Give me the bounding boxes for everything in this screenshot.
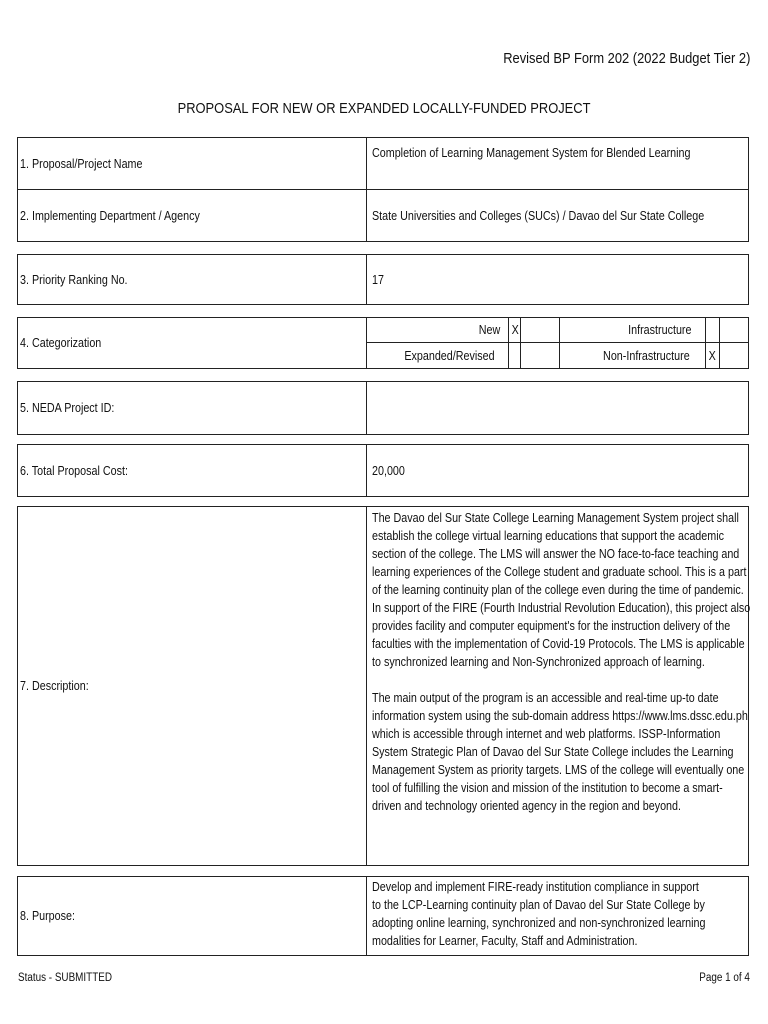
label-department: 2. Implementing Department / Agency bbox=[18, 190, 367, 241]
row-priority bbox=[17, 254, 749, 305]
label-project-name: 1. Proposal/Project Name bbox=[18, 138, 367, 189]
label-categorization: 4. Categorization bbox=[18, 318, 367, 368]
cat-new-mark: X bbox=[508, 318, 520, 343]
row-project-name bbox=[17, 137, 749, 190]
cat-infra-mark bbox=[705, 318, 719, 343]
value-project-name: Completion of Learning Management System for Blended Learning bbox=[372, 146, 691, 160]
cat-expanded-spacer bbox=[520, 343, 559, 368]
row-categorization bbox=[17, 317, 749, 369]
status-label: Status - SUBMITTED bbox=[18, 972, 112, 984]
cat-noninfra-label: Non-Infrastructure bbox=[559, 343, 705, 368]
value-description bbox=[368, 507, 751, 865]
value-department: State Universities and Colleges (SUCs) / Davao del Sur State College bbox=[372, 208, 705, 223]
cat-noninfra-mark: X bbox=[705, 343, 719, 368]
value-neda-id bbox=[368, 382, 748, 434]
row-department bbox=[17, 189, 749, 242]
purpose-text: Develop and implement FIRE-ready institution compliance in support to the LCP-Learning continuity plan of Davao del Sur State College by adopting online learning, synchronized and non-synchronized learning modalities for Learner, Faculty, Staff and Administration. bbox=[372, 880, 706, 948]
row-neda-id bbox=[17, 381, 749, 435]
cat-noninfra-spacer bbox=[719, 343, 749, 368]
label-priority: 3. Priority Ranking No. bbox=[18, 255, 367, 304]
label-neda-id: 5. NEDA Project ID: bbox=[18, 382, 367, 434]
label-total-cost: 6. Total Proposal Cost: bbox=[18, 445, 367, 496]
value-purpose bbox=[368, 877, 748, 955]
value-total-cost: 20,000 bbox=[372, 463, 405, 478]
row-purpose bbox=[17, 876, 749, 956]
page-title: PROPOSAL FOR NEW OR EXPANDED LOCALLY-FUNDED PROJECT bbox=[177, 100, 591, 117]
row-total-cost bbox=[17, 444, 749, 497]
description-paragraph-2: The main output of the program is an accessible and real-time up-to date information system using the sub-domain address https://www.lms.dssc.edu.ph which is accessible through internet and web platforms. ISSP-Information System Strategic Plan of Davao del Sur State College includes the Learning Management System as priority targets. LMS of the college will eventually one tool of fulfilling the vision and mission of the institution to become a smart-driven and technology oriented agency in the region and beyond. bbox=[372, 691, 748, 813]
cat-infra-label: Infrastructure bbox=[559, 318, 705, 343]
label-purpose: 8. Purpose: bbox=[18, 877, 367, 955]
cat-expanded-mark bbox=[508, 343, 520, 368]
cat-new-spacer bbox=[520, 318, 559, 343]
page-number: Page 1 of 4 bbox=[699, 972, 750, 984]
categorization-grid bbox=[368, 318, 748, 368]
label-description: 7. Description: bbox=[18, 507, 367, 865]
form-id: Revised BP Form 202 (2022 Budget Tier 2) bbox=[502, 50, 750, 67]
cat-new-label: New bbox=[367, 318, 508, 343]
description-paragraph-1: The Davao del Sur State College Learning Management System project shall establish the college virtual learning educations that support the academic section of the college. The LMS will answer the NO face-to-face teaching and learning experiences of the College student and graduate school. This is a part of the learning continuity plan of the college even during the time of pandemic. In support of the FIRE (Fourth Industrial Revolution Education), this project also provides facility and computer equipment's for the instruction delivery of the faculties with the implementation of Covid-19 Protocols. The LMS is applicable to synchronized learning and Non-Synchronized approach of learning. bbox=[372, 511, 751, 669]
cat-infra-spacer bbox=[719, 318, 749, 343]
row-description bbox=[17, 506, 749, 866]
cat-expanded-label: Expanded/Revised bbox=[404, 348, 495, 363]
value-priority: 17 bbox=[372, 272, 384, 287]
